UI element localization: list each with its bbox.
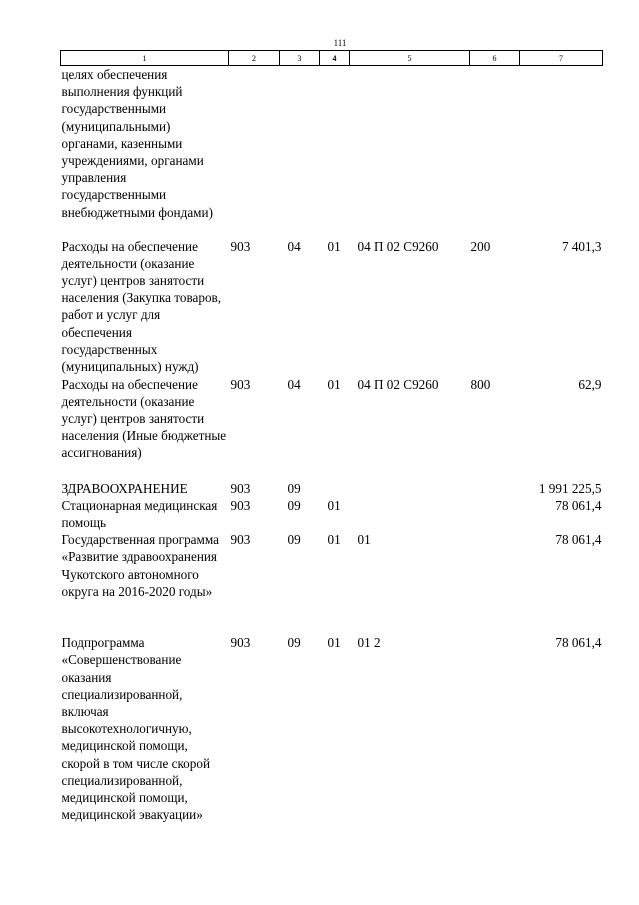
header-row: [61, 51, 603, 66]
row-code-2: 903: [230, 532, 251, 548]
row-code-5: [350, 480, 470, 497]
row-amount: 1 991 225,5: [538, 480, 602, 496]
row-code-5: [350, 66, 470, 238]
row-code-4: 01: [327, 497, 341, 513]
row-amount: [520, 66, 603, 238]
row-code-4: [320, 480, 350, 497]
page-number: 111: [333, 38, 347, 48]
row-code-2: 903: [230, 238, 251, 254]
header-col-2: 2: [229, 51, 280, 66]
row-code-6: [470, 66, 520, 238]
row-code-6: [470, 480, 520, 497]
table-row: [61, 531, 603, 634]
row-code-3: 04: [287, 238, 301, 254]
budget-table: [60, 50, 603, 823]
row-code-2: 903: [230, 497, 251, 513]
row-code-6: [470, 634, 520, 823]
row-code-5: 04 П 02 С9260: [357, 238, 439, 254]
row-code-3: 09: [287, 635, 301, 651]
row-code-3: 04: [287, 376, 301, 392]
header-col-1: 1: [61, 51, 229, 66]
row-name: Расходы на обеспечение деятельности (оказание услуг) центров занятости населения (Иные бюджетные ассигнования): [61, 376, 227, 461]
row-code-4: 01: [327, 238, 341, 254]
table-row: [61, 376, 603, 480]
row-code-5: 01 2: [357, 635, 381, 651]
row-name: Подпрограмма «Совершенствование оказания специализированной, включая высокотехнологичную, медицинской помощи, скорой в том числе скорой специализированной, медицинской помощи, медицинской эвакуации»: [61, 635, 211, 823]
row-code-3: 09: [287, 497, 301, 513]
row-amount: 62,9: [578, 376, 602, 392]
row-code-3: 09: [287, 480, 301, 496]
header-col-5: 5: [350, 51, 470, 66]
row-code-6: [470, 531, 520, 634]
row-code-4: 01: [327, 532, 341, 548]
row-code-2: 903: [230, 480, 251, 496]
row-code-6: 800: [470, 376, 491, 392]
row-code-5: 04 П 02 С9260: [357, 376, 439, 392]
row-amount: 7 401,3: [561, 238, 602, 254]
row-amount: 78 061,4: [555, 635, 602, 651]
row-code-2: [229, 66, 280, 238]
table-row: [61, 238, 603, 376]
row-code-5: 01: [357, 532, 371, 548]
table-header: [61, 51, 603, 66]
row-name: ЗДРАВООХРАНЕНИЕ: [61, 480, 188, 496]
row-code-6: 200: [470, 238, 491, 254]
row-code-4: [320, 66, 350, 238]
table-row: [61, 480, 603, 497]
table-row: [61, 634, 603, 823]
row-code-6: [470, 497, 520, 531]
header-col-4: 4: [320, 51, 350, 66]
table-row: [61, 66, 603, 238]
row-code-5: [350, 497, 470, 531]
header-col-3: 3: [280, 51, 320, 66]
row-name: Стационарная медицинская помощь: [61, 497, 218, 530]
header-col-6: 6: [470, 51, 520, 66]
row-code-2: 903: [230, 635, 251, 651]
row-amount: 78 061,4: [555, 532, 602, 548]
row-name: Государственная программа «Развитие здравоохранения Чукотского автономного округа на 2016-2020 годы»: [61, 532, 219, 599]
header-col-7: 7: [520, 51, 603, 66]
row-code-3: 09: [287, 532, 301, 548]
row-amount: 78 061,4: [555, 497, 602, 513]
row-code-3: [280, 66, 320, 238]
row-code-4: 01: [327, 376, 341, 392]
row-name: Расходы на обеспечение деятельности (оказание услуг) центров занятости населения (Закупка товаров, работ и услуг для обеспечения государственных (муниципальных) нужд): [61, 238, 222, 374]
row-name: целях обеспечения выполнения функций государственными (муниципальными) органами, казенными учреждениями, органами управления государственными внебюджетными фондами): [61, 67, 213, 220]
table-row: [61, 497, 603, 531]
row-code-4: 01: [327, 635, 341, 651]
table-body: [61, 66, 603, 824]
row-code-2: 903: [230, 376, 251, 392]
